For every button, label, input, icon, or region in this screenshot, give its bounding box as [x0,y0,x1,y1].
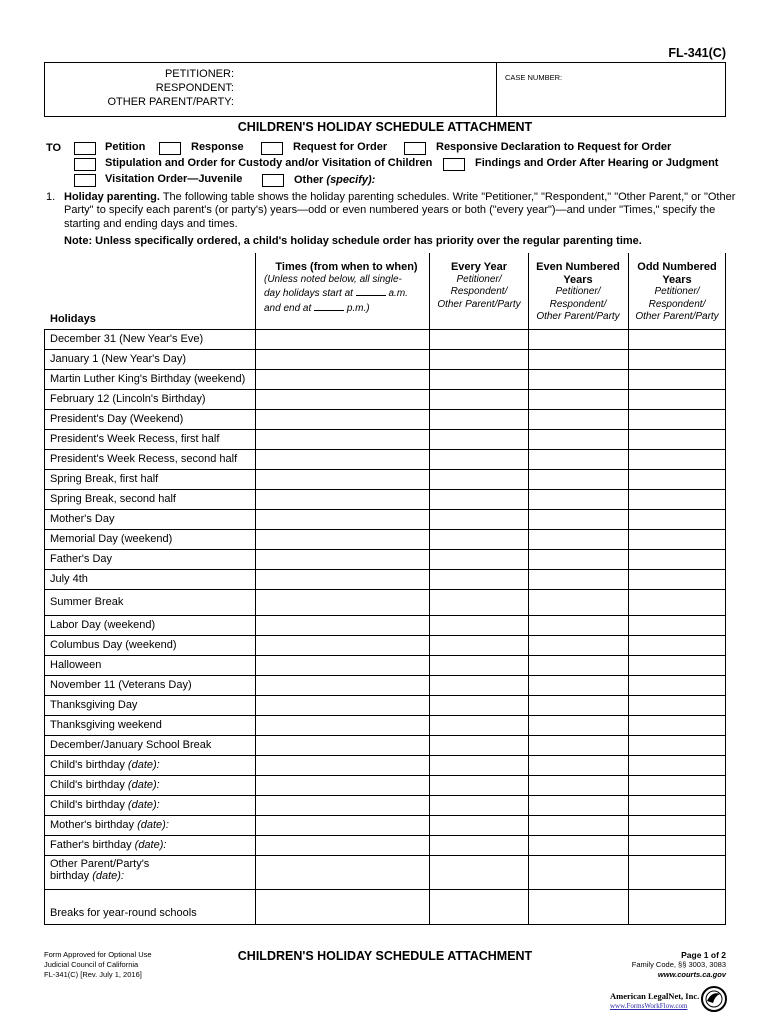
item-1-number: 1. [46,191,56,203]
other-checkbox[interactable] [262,174,284,187]
times-header-line2b: a.m. [388,288,408,299]
party-names-field[interactable] [45,63,497,116]
table-entry-cell[interactable] [430,410,528,429]
table-entry-cell[interactable] [430,796,528,815]
holidays-column-header: Holidays [50,313,96,325]
table-entry-cell[interactable] [256,490,429,509]
table-entry-cell[interactable] [629,656,725,675]
petition-checkbox[interactable] [74,142,96,155]
visitation-juvenile-checkbox[interactable] [74,174,96,187]
table-entry-cell[interactable] [256,530,429,549]
case-number-label: CASE NUMBER: [505,73,563,82]
table-entry-cell[interactable] [529,570,628,589]
family-code: Family Code, §§ 3003, 3083 [631,960,726,969]
table-entry-cell[interactable] [529,676,628,695]
every-year-title: Every Year [450,261,508,273]
table-entry-cell[interactable] [529,590,628,615]
table-entry-cell[interactable] [256,890,429,924]
even-years-column-header [528,261,628,324]
to-label: TO [46,142,62,154]
table-row-label: Summer Break [50,596,124,608]
table-entry-cell[interactable] [629,530,725,549]
table-entry-cell[interactable] [430,370,528,389]
end-time-blank[interactable] [314,301,344,311]
table-entry-cell[interactable] [430,570,528,589]
table-row-label: Labor Day (weekend) [50,619,156,631]
table-entry-cell[interactable] [629,590,725,615]
table-row-label: Thanksgiving Day [50,699,138,711]
table-row-label: Memorial Day (weekend) [50,533,173,545]
table-entry-cell[interactable] [529,716,628,735]
table-entry-cell[interactable] [629,676,725,695]
table-entry-cell[interactable] [629,776,725,795]
other-label [294,174,375,186]
table-entry-cell[interactable] [430,450,528,469]
footer-revision: FL-341(C) [Rev. July 1, 2016] [44,970,142,979]
even-years-sub3: Other Parent/Party [536,311,620,322]
table-entry-cell[interactable] [529,796,628,815]
footer-right [632,950,726,980]
table-entry-cell[interactable] [430,590,528,615]
times-column-header [264,261,429,315]
other-party-label: OTHER PARENT/PARTY: [107,96,234,108]
table-entry-cell[interactable] [529,450,628,469]
table-entry-cell[interactable] [430,390,528,409]
table-entry-cell[interactable] [529,696,628,715]
table-row-label: President's Week Recess, first half [50,433,220,445]
table-entry-cell[interactable] [629,370,725,389]
table-entry-cell[interactable] [430,430,528,449]
table-entry-cell[interactable] [529,550,628,569]
table-entry-cell[interactable] [629,816,725,835]
other-specify: (specify): [326,174,376,186]
page-title: CHILDREN'S HOLIDAY SCHEDULE ATTACHMENT [237,120,533,134]
table-entry-cell[interactable] [529,470,628,489]
publisher-name: American LegalNet, Inc. [610,991,700,1001]
table-entry-cell[interactable] [430,736,528,755]
table-row-label: Spring Break, second half [50,493,176,505]
table-row-label: January 1 (New Year's Day) [50,353,186,365]
table-entry-cell[interactable] [629,390,725,409]
visitation-juvenile-label: Visitation Order—Juvenile [105,173,243,185]
table-row-label: Child's birthday (date): [50,799,160,811]
item-1-paragraph [46,191,736,231]
table-row-label: December 31 (New Year's Eve) [50,333,204,345]
table-row-label: Breaks for year-round schools [50,907,197,919]
table-entry-cell[interactable] [529,636,628,655]
table-entry-cell[interactable] [256,330,429,349]
table-entry-cell[interactable] [256,656,429,675]
table-entry-cell[interactable] [629,636,725,655]
response-checkbox[interactable] [159,142,181,155]
table-entry-cell[interactable] [256,450,429,469]
table-entry-cell[interactable] [629,890,725,924]
table-entry-cell[interactable] [256,470,429,489]
even-years-title1: Even Numbered [536,261,620,273]
table-entry-cell[interactable] [256,756,429,775]
petition-label: Petition [105,141,146,153]
table-entry-cell[interactable] [430,890,528,924]
even-years-sub2: Respondent/ [549,298,607,310]
table-entry-cell[interactable] [256,430,429,449]
odd-years-title2: Years [662,273,692,286]
publisher-link[interactable]: www.FormsWorkFlow.com [610,1002,688,1010]
table-entry-cell[interactable] [629,350,725,369]
responsive-declaration-checkbox[interactable] [404,142,426,155]
odd-years-column-header [628,261,726,324]
times-header-line2a: day holidays start at [264,288,353,299]
table-entry-cell[interactable] [529,530,628,549]
table-entry-cell[interactable] [256,836,429,855]
table-entry-cell[interactable] [430,716,528,735]
times-header-line3a: and end at [264,302,312,314]
table-entry-cell[interactable] [256,696,429,715]
even-years-sub1: Petitioner/ [555,286,601,297]
table-entry-cell[interactable] [430,696,528,715]
table-entry-cell[interactable] [430,756,528,775]
table-row-label: February 12 (Lincoln's Birthday) [50,393,206,405]
stipulation-checkbox[interactable] [74,158,96,171]
table-row-label: Columbus Day (weekend) [50,639,177,651]
table-entry-cell[interactable] [529,816,628,835]
table-entry-cell[interactable] [256,636,429,655]
table-entry-cell[interactable] [256,676,429,695]
table-entry-cell[interactable] [529,370,628,389]
table-row-label: Father's Day [50,553,113,565]
table-entry-cell[interactable] [430,510,528,529]
odd-years-sub2: Respondent/ [648,298,706,310]
table-row-label: Mother's birthday (date): [50,819,169,831]
table-entry-cell[interactable] [629,696,725,715]
table-entry-cell[interactable] [529,856,628,889]
every-year-column-header [430,261,528,311]
table-row-label: President's Day (Weekend) [50,413,184,425]
table-entry-cell[interactable] [256,550,429,569]
table-entry-cell[interactable] [629,796,725,815]
table-entry-cell[interactable] [529,890,628,924]
request-for-order-label: Request for Order [293,141,388,153]
footer-title: CHILDREN'S HOLIDAY SCHEDULE ATTACHMENT [237,949,533,963]
table-entry-cell[interactable] [529,836,628,855]
table-entry-cell[interactable] [529,736,628,755]
table-entry-cell[interactable] [256,370,429,389]
table-entry-cell[interactable] [256,716,429,735]
holiday-schedule-table [44,253,726,925]
table-entry-cell[interactable] [256,776,429,795]
table-row-label: Child's birthday (date): [50,759,160,771]
courts-website: www.courts.ca.gov [657,970,726,979]
table-entry-cell[interactable] [430,636,528,655]
table-entry-cell[interactable] [256,590,429,615]
stipulation-label: Stipulation and Order for Custody and/or Visitation of Children [105,157,433,169]
table-entry-cell[interactable] [529,756,628,775]
table-entry-cell[interactable] [430,676,528,695]
table-row-label: July 4th [50,573,88,585]
times-header-line3b: p.m.) [346,302,370,314]
caption-box [44,62,726,117]
request-for-order-checkbox[interactable] [261,142,283,155]
table-row-label: Father's birthday (date): [50,839,167,851]
table-row-line [44,924,726,925]
table-row-label: Mother's Day [50,513,115,525]
table-entry-cell[interactable] [256,410,429,429]
table-entry-cell[interactable] [256,350,429,369]
findings-label: Findings and Order After Hearing or Judgment [475,157,719,169]
odd-years-sub1: Petitioner/ [654,286,700,297]
odd-years-title1: Odd Numbered [637,261,717,273]
table-entry-cell[interactable] [430,836,528,855]
priority-note: Note: Unless specifically ordered, a child's holiday schedule order has priority over the regular parenting time. [64,235,642,247]
table-entry-cell[interactable] [430,470,528,489]
table-entry-cell[interactable] [629,410,725,429]
table-entry-cell[interactable] [629,836,725,855]
page-number: Page 1 of 2 [681,950,726,960]
start-time-blank[interactable] [356,286,386,296]
times-header-title: Times (from when to when) [275,261,418,273]
form-number: FL-341(C) [668,46,726,60]
table-entry-cell[interactable] [529,410,628,429]
table-entry-cell[interactable] [256,510,429,529]
table-entry-cell[interactable] [629,736,725,755]
table-entry-cell[interactable] [529,656,628,675]
table-entry-cell[interactable] [430,490,528,509]
table-entry-cell[interactable] [629,716,725,735]
table-row-label: Thanksgiving weekend [50,719,162,731]
table-entry-cell[interactable] [629,470,725,489]
every-year-sub3: Other Parent/Party [437,298,521,310]
table-entry-cell[interactable] [529,330,628,349]
every-year-sub1: Petitioner/ [456,273,502,285]
item-1-heading: Holiday parenting. [64,191,160,203]
table-row-label: Other Parent/Party's birthday (date): [50,858,150,882]
table-entry-cell[interactable] [256,570,429,589]
table-row-label: November 11 (Veterans Day) [50,679,192,691]
findings-checkbox[interactable] [443,158,465,171]
table-entry-cell[interactable] [629,430,725,449]
table-entry-cell[interactable] [529,390,628,409]
even-years-title2: Years [563,273,593,286]
table-entry-cell[interactable] [256,736,429,755]
table-entry-cell[interactable] [256,816,429,835]
table-entry-cell[interactable] [430,530,528,549]
respondent-label: RESPONDENT: [155,82,234,94]
table-entry-cell[interactable] [629,490,725,509]
table-entry-cell[interactable] [629,550,725,569]
table-row-label: President's Week Recess, second half [50,453,238,465]
table-entry-cell[interactable] [430,350,528,369]
item-1-text: The following table shows the holiday parenting schedules. Write "Petitioner," "Respondent," "Other Parent," or "Other Party" to specify each parent's (or party's) years—odd or even numbered years or both ("every year")—and under "Times," specify the starting and ending days and times. [64,191,736,230]
table-entry-cell[interactable] [430,776,528,795]
table-entry-cell[interactable] [430,616,528,635]
table-entry-cell[interactable] [529,776,628,795]
table-entry-cell[interactable] [529,350,628,369]
table-entry-cell[interactable] [629,570,725,589]
table-entry-cell[interactable] [629,856,725,889]
odd-years-sub3: Other Parent/Party [635,311,719,322]
table-entry-cell[interactable] [629,756,725,775]
table-entry-cell[interactable] [629,450,725,469]
times-header-line1: (Unless noted below, all single- [264,273,402,285]
table-row-label: Halloween [50,659,102,671]
table-entry-cell[interactable] [430,330,528,349]
table-entry-cell[interactable] [529,616,628,635]
table-entry-cell[interactable] [256,856,429,889]
table-entry-cell[interactable] [256,796,429,815]
table-row-label: Child's birthday (date): [50,779,160,791]
footer-council: Judicial Council of California [44,960,139,969]
table-entry-cell[interactable] [430,856,528,889]
responsive-declaration-label: Responsive Declaration to Request for Order [436,141,672,153]
petitioner-label: PETITIONER: [164,68,234,80]
response-label: Response [191,141,244,153]
table-entry-cell[interactable] [430,656,528,675]
table-entry-cell[interactable] [529,510,628,529]
other-text: Other [294,174,324,186]
seal-icon [700,985,728,1013]
table-entry-cell[interactable] [629,616,725,635]
table-entry-cell[interactable] [529,490,628,509]
publisher-logo [608,985,728,1015]
table-row-label: Martin Luther King's Birthday (weekend) [50,373,246,385]
table-row-label: Spring Break, first half [50,473,159,485]
table-entry-cell[interactable] [529,430,628,449]
table-entry-cell[interactable] [256,616,429,635]
table-row-label: December/January School Break [50,739,212,751]
footer-approved: Form Approved for Optional Use [44,950,152,959]
table-entry-cell[interactable] [256,390,429,409]
table-entry-cell[interactable] [629,510,725,529]
every-year-sub2: Respondent/ [450,286,508,297]
table-entry-cell[interactable] [430,550,528,569]
table-entry-cell[interactable] [430,816,528,835]
table-entry-cell[interactable] [629,330,725,349]
